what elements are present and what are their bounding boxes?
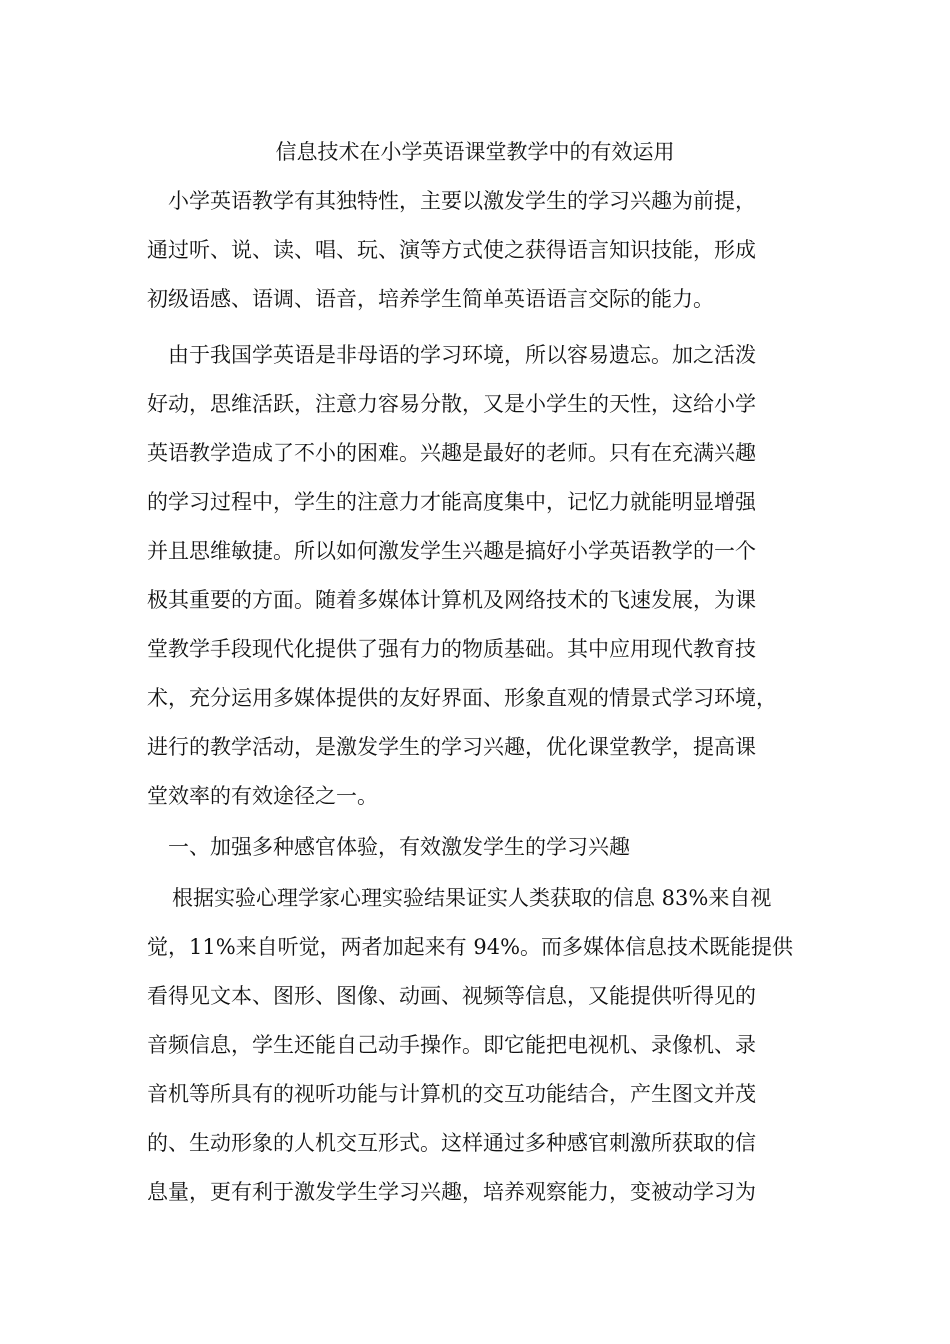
paragraph-line: 的、生动形象的人机交互形式。这样通过多种感官刺激所获取的信 [147,1131,756,1155]
paragraph-line: 并且思维敏捷。所以如何激发学生兴趣是搞好小学英语教学的一个 [147,539,756,563]
paragraph-line: 极其重要的方面。随着多媒体计算机及网络技术的飞速发展，为课 [147,588,756,612]
paragraph-line: 觉，11%来自听觉，两者加起来有 94%。而多媒体信息技术既能提供 [147,935,794,959]
paragraph-line: 音频信息，学生还能自己动手操作。即它能把电视机、录像机、录 [147,1033,756,1057]
paragraph-line: 初级语感、语调、语音，培养学生简单英语语言交际的能力。 [147,287,714,311]
paragraph-line: 根据实验心理学家心理实验结果证实人类获取的信息 83%来自视 [172,886,772,910]
paragraph-line: 小学英语教学有其独特性，主要以激发学生的学习兴趣为前提， [168,189,756,213]
paragraph-line: 息量，更有利于激发学生学习兴趣，培养观察能力，变被动学习为 [147,1180,756,1204]
paragraph-line: 看得见文本、图形、图像、动画、视频等信息，又能提供听得见的 [147,984,756,1008]
paragraph-line: 英语教学造成了不小的困难。兴趣是最好的老师。只有在充满兴趣 [147,441,756,465]
paragraph-line: 堂效率的有效途径之一。 [147,784,378,808]
paragraph-line: 堂教学手段现代化提供了强有力的物质基础。其中应用现代教育技 [147,637,756,661]
paragraph-line: 进行的教学活动，是激发学生的学习兴趣，优化课堂教学，提高课 [147,735,756,759]
section-heading: 一、加强多种感官体验，有效激发学生的学习兴趣 [168,835,630,859]
paragraph-line: 好动，思维活跃，注意力容易分散，又是小学生的天性，这给小学 [147,392,756,416]
paragraph-line: 术，充分运用多媒体提供的友好界面、形象直观的情景式学习环境， [147,686,777,710]
document-title: 信息技术在小学英语课堂教学中的有效运用 [275,140,675,164]
paragraph-line: 通过听、说、读、唱、玩、演等方式使之获得语言知识技能，形成 [147,238,756,262]
paragraph-line: 音机等所具有的视听功能与计算机的交互功能结合，产生图文并茂 [147,1082,756,1106]
paragraph-line: 由于我国学英语是非母语的学习环境，所以容易遗忘。加之活泼 [168,343,756,367]
paragraph-line: 的学习过程中，学生的注意力才能高度集中，记忆力就能明显增强 [147,490,756,514]
